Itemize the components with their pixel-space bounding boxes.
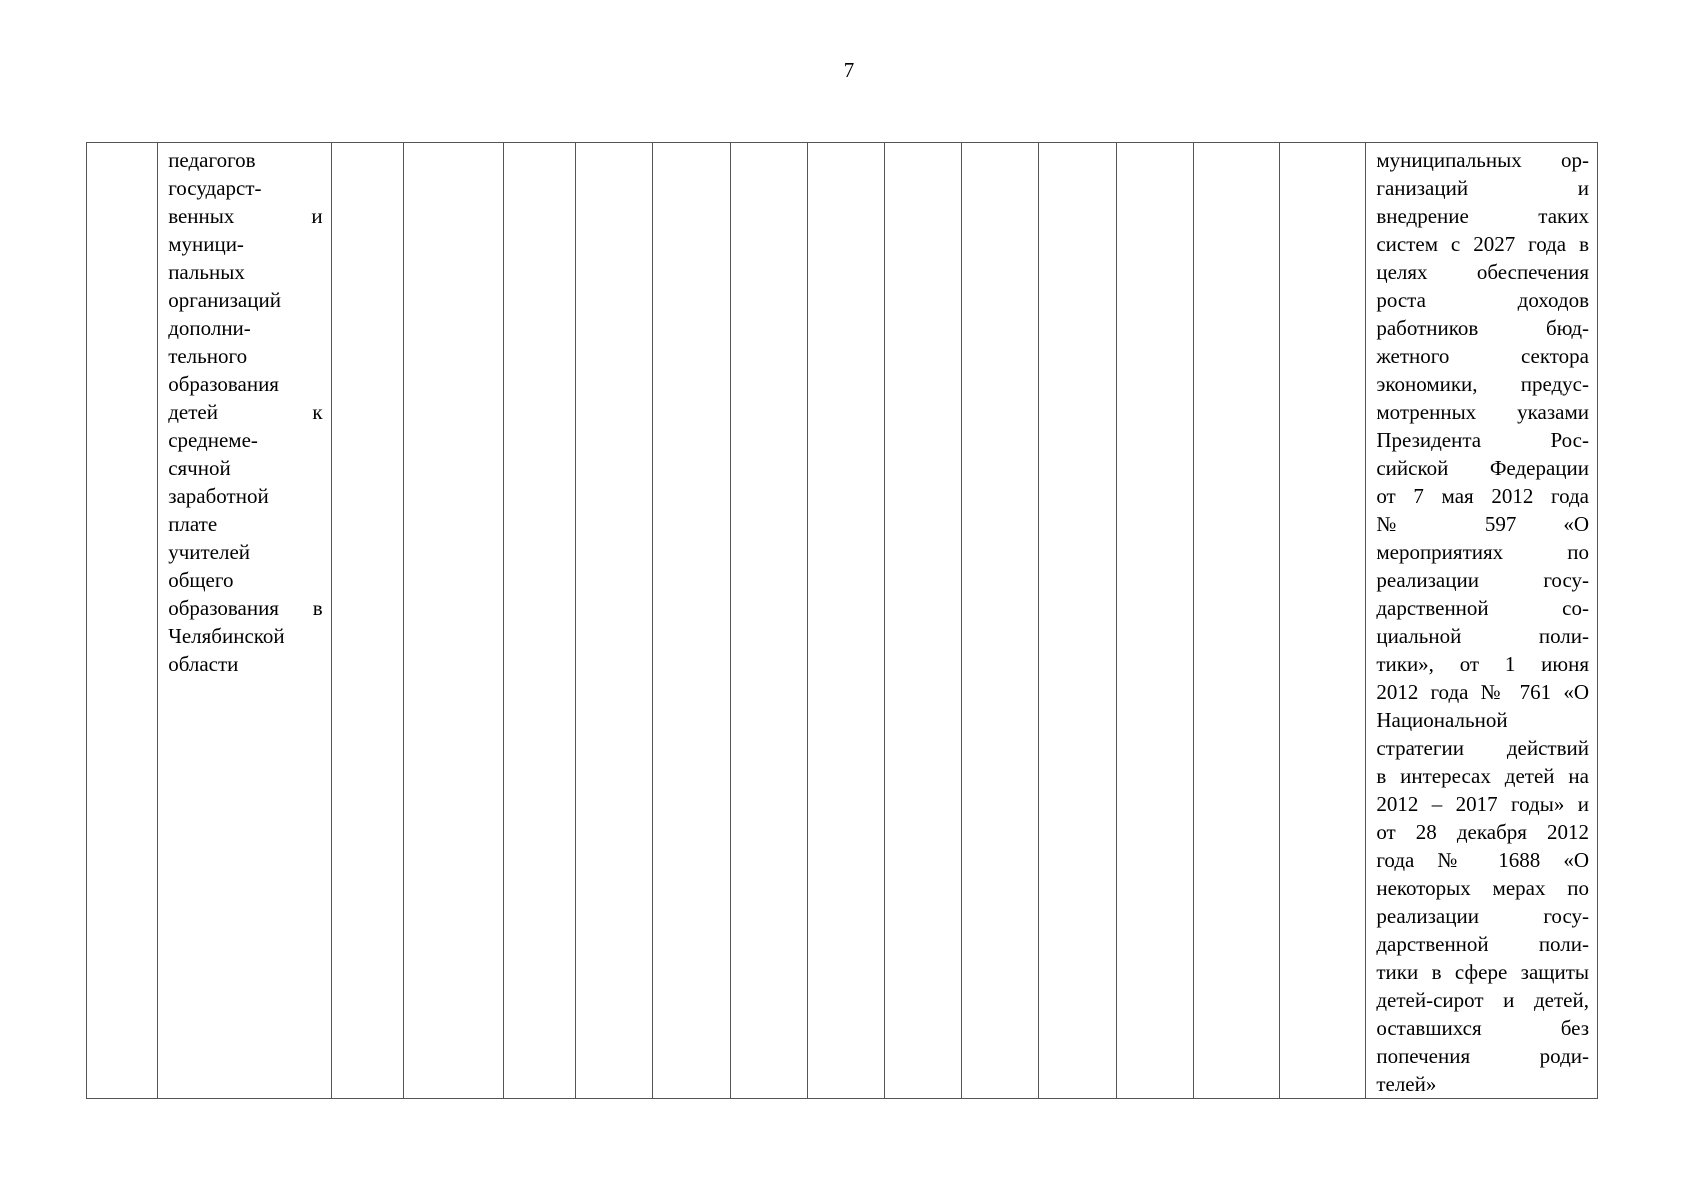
- cell-empty: [1116, 143, 1193, 1099]
- cell-basis: [1366, 143, 1598, 1099]
- cell-empty: [962, 143, 1039, 1099]
- text-line: № 597 «О: [1376, 512, 1589, 536]
- text-line: детей-сирот и детей,: [1376, 988, 1589, 1012]
- text-line: стратегии действий: [1376, 736, 1589, 760]
- text-line: роста доходов: [1376, 288, 1589, 312]
- text-line: жетного сектора: [1376, 344, 1589, 368]
- text-line: дарственной со-: [1376, 596, 1589, 620]
- text-line: муниципальных ор-: [1376, 148, 1589, 172]
- text-line: мотренных указами: [1376, 400, 1589, 424]
- cell-indicator-name: [158, 143, 331, 1099]
- text-line: ганизаций и: [1376, 176, 1589, 200]
- table-row: [87, 143, 1598, 1099]
- text-line: тельного: [168, 344, 248, 368]
- text-line: 2012 года № 761 «О: [1376, 680, 1589, 704]
- text-line: общего: [168, 568, 234, 592]
- text-line: учителей: [168, 540, 251, 564]
- text-line: образования в: [168, 596, 323, 620]
- cell-empty: [885, 143, 962, 1099]
- indicator-name-text: [158, 143, 330, 678]
- text-line: от 28 декабря 2012: [1376, 820, 1589, 844]
- text-line: дарственной поли-: [1376, 932, 1589, 956]
- cell-number: [87, 143, 158, 1099]
- cell-empty: [403, 143, 503, 1099]
- cell-empty: [730, 143, 807, 1099]
- text-line: попечения роди-: [1376, 1044, 1589, 1068]
- text-line: 2012 – 2017 годы» и: [1376, 792, 1589, 816]
- text-line: муници-: [168, 232, 244, 256]
- text-line: в интересах детей на: [1376, 764, 1589, 788]
- text-line: года № 1688 «О: [1376, 848, 1589, 872]
- basis-text: [1366, 143, 1597, 1098]
- cell-empty: [576, 143, 653, 1099]
- text-line: педагогов: [168, 148, 256, 172]
- text-line: оставшихся без: [1376, 1016, 1589, 1040]
- text-line: сийской Федерации: [1376, 456, 1589, 480]
- plan-table: [86, 142, 1598, 1099]
- text-line: среднеме-: [168, 428, 258, 452]
- text-line: государст-: [168, 176, 262, 200]
- page-number: 7: [843, 58, 855, 82]
- text-line: мероприятиях по: [1376, 540, 1589, 564]
- cell-empty: [1280, 143, 1366, 1099]
- text-line: заработной: [168, 484, 269, 508]
- text-line: пальных: [168, 260, 245, 284]
- text-line: Президента Рос-: [1376, 428, 1589, 452]
- text-line: области: [168, 652, 239, 676]
- text-line: организаций: [168, 288, 281, 312]
- text-line: телей»: [1376, 1072, 1437, 1096]
- cell-empty: [504, 143, 576, 1099]
- text-line: образования: [168, 372, 279, 396]
- text-line: экономики, предус-: [1376, 372, 1589, 396]
- cell-empty: [331, 143, 403, 1099]
- text-line: реализации госу-: [1376, 568, 1589, 592]
- text-line: внедрение таких: [1376, 204, 1589, 228]
- text-line: плате: [168, 512, 218, 536]
- text-line: целях обеспечения: [1376, 260, 1589, 284]
- text-line: работников бюд-: [1376, 316, 1589, 340]
- text-line: детей к: [168, 400, 323, 424]
- text-line: венных и: [168, 204, 323, 228]
- text-line: от 7 мая 2012 года: [1376, 484, 1589, 508]
- text-line: сячной: [168, 456, 231, 480]
- text-line: реализации госу-: [1376, 904, 1589, 928]
- text-line: тики в сфере защиты: [1376, 960, 1589, 984]
- text-line: некоторых мерах по: [1376, 876, 1589, 900]
- text-line: дополни-: [168, 316, 251, 340]
- text-line: Челябинской: [168, 624, 285, 648]
- text-line: циальной поли-: [1376, 624, 1589, 648]
- cell-empty: [1193, 143, 1279, 1099]
- text-line: Национальной: [1376, 708, 1508, 732]
- cell-empty: [653, 143, 730, 1099]
- cell-empty: [807, 143, 884, 1099]
- cell-empty: [1039, 143, 1116, 1099]
- text-line: систем с 2027 года в: [1376, 232, 1589, 256]
- text-line: тики», от 1 июня: [1376, 652, 1589, 676]
